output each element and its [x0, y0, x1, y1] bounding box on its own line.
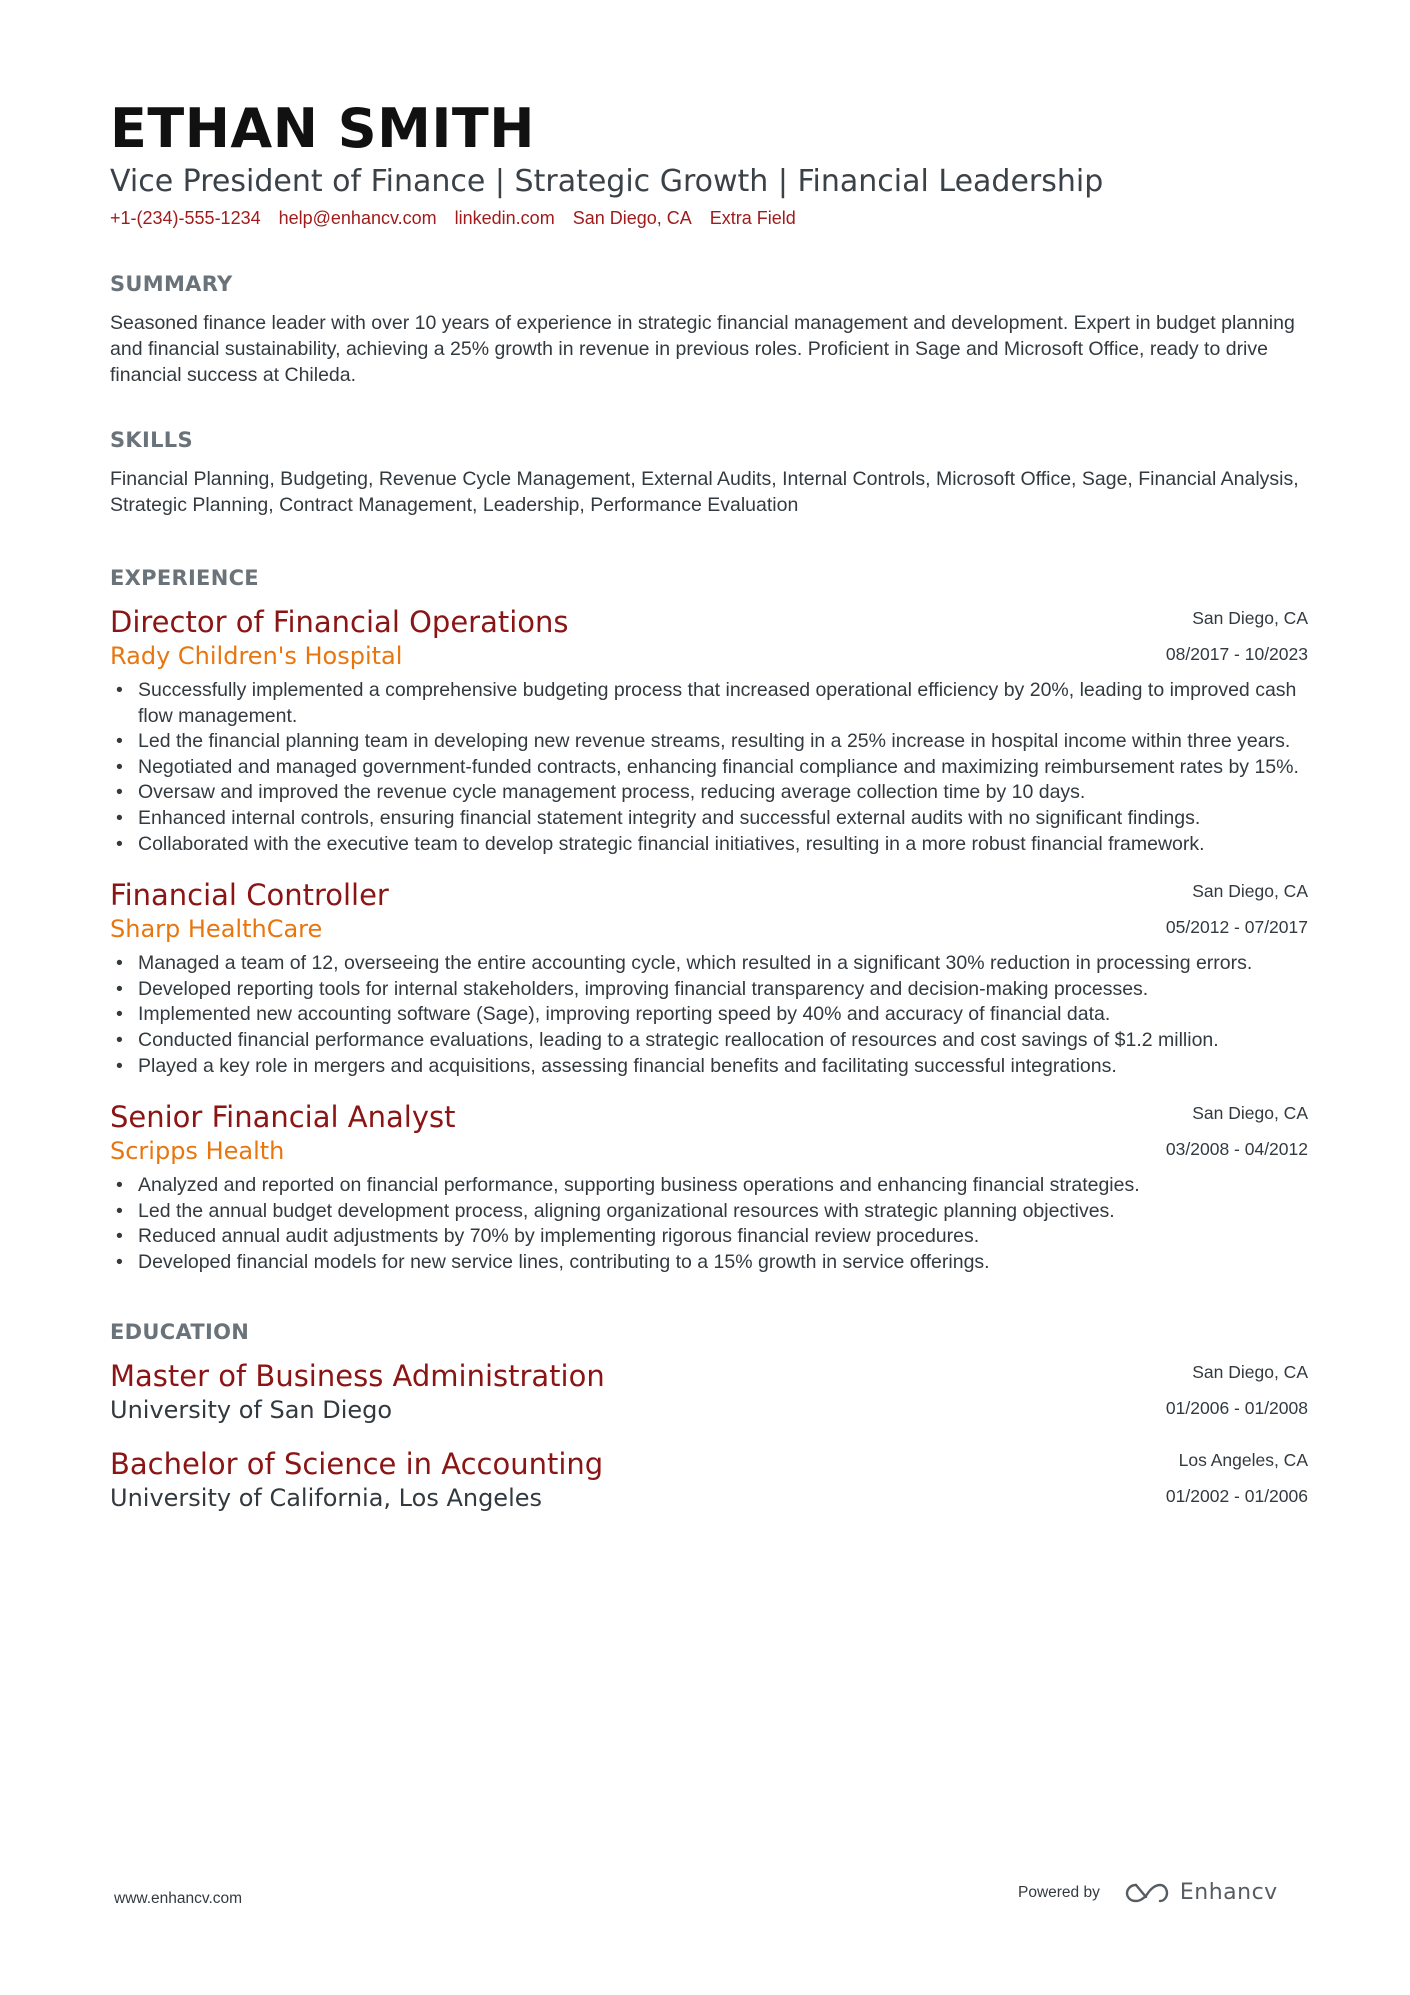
company-name: Rady Children's Hospital: [110, 642, 403, 670]
resume-page: [110, 96, 1308, 1514]
list-item: • Collaborated with the executive team to develop strategic financial initiatives, resulting in a more robust financial framework.: [110, 832, 1308, 858]
degree-title: Bachelor of Science in Accounting: [110, 1446, 604, 1481]
list-item: • Implemented new accounting software (Sage), improving reporting speed by 40% and accuracy of financial data.: [110, 1002, 1308, 1028]
section-title-experience: EXPERIENCE: [110, 566, 259, 590]
skills-text: Financial Planning, Budgeting, Revenue Cycle Management, External Audits, Internal Controls, Microsoft Office, Sage, Financial Analysis, Strategic Planning, Contract Management, Leadership, Performance Evaluation: [110, 468, 1299, 516]
list-item: • Led the financial planning team in developing new revenue streams, resulting in a 25% increase in hospital income within three years.: [110, 729, 1308, 755]
contact-extra: Extra Field: [709, 208, 796, 228]
school-dates: 01/2006 - 01/2008: [1165, 1397, 1308, 1418]
school-name: University of California, Los Angeles: [110, 1483, 543, 1512]
summary-section: [110, 270, 1308, 388]
skills-section: [110, 426, 1308, 518]
job-title: Senior Financial Analyst: [110, 1100, 456, 1135]
header: [110, 96, 1308, 230]
education-section: [110, 1318, 1308, 1514]
contact-phone[interactable]: +1-(234)-555-1234: [110, 208, 261, 228]
job-location: San Diego, CA: [1192, 1103, 1308, 1124]
summary-text: Seasoned finance leader with over 10 years of experience in strategic financial management and development. Expert in budget planning and financial sustainability, achieving a 25% growth in revenue in previous roles. Proficient in Sage and Microsoft Office, ready to drive financial success at Chileda.: [110, 312, 1295, 386]
candidate-name: ETHAN SMITH: [110, 97, 535, 160]
company-name: Sharp HealthCare: [110, 915, 323, 944]
list-item: • Analyzed and reported on financial performance, supporting business operations and enhancing financial strategies.: [110, 1173, 1308, 1199]
list-item: • Negotiated and managed government-funded contracts, enhancing financial compliance and maximizing reimbursement rates by 15%.: [110, 755, 1308, 781]
infinity-logo-icon: [1124, 1881, 1170, 1905]
brand-name: Enhancv: [1179, 1880, 1278, 1905]
school-location: Los Angeles, CA: [1178, 1449, 1308, 1470]
section-title-summary: SUMMARY: [110, 272, 233, 296]
job-bullets: [110, 1173, 1308, 1275]
experience-section: [110, 564, 1308, 1276]
school-location: San Diego, CA: [1192, 1361, 1308, 1382]
footer-website[interactable]: www.enhancv.com: [114, 1890, 243, 1907]
contact-row: [110, 206, 1308, 230]
contact-linkedin[interactable]: linkedin.com: [454, 208, 555, 228]
job-dates: 03/2008 - 04/2012: [1165, 1139, 1308, 1160]
job-location: San Diego, CA: [1192, 881, 1308, 902]
job-location: San Diego, CA: [1192, 608, 1308, 628]
school-dates: 01/2002 - 01/2006: [1165, 1485, 1308, 1506]
section-title-education: EDUCATION: [110, 1319, 250, 1344]
job-dates: 08/2017 - 10/2023: [1165, 644, 1308, 664]
footer-branding: [1018, 1880, 1278, 1905]
education-entry: [110, 1358, 1308, 1426]
list-item: • Enhanced internal controls, ensuring financial statement integrity and successful external audits with no significant findings.: [110, 806, 1308, 832]
powered-by-label: Powered by: [1018, 1883, 1100, 1901]
list-item: • Conducted financial performance evaluations, leading to a strategic reallocation of resources and cost savings of $1.2 million.: [110, 1028, 1308, 1054]
experience-entry: [110, 604, 1308, 857]
job-bullets: [110, 951, 1308, 1079]
list-item: • Managed a team of 12, overseeing the entire accounting cycle, which resulted in a significant 30% reduction in processing errors.: [110, 951, 1308, 977]
section-title-skills: SKILLS: [110, 428, 193, 452]
list-item: • Played a key role in mergers and acquisitions, assessing financial benefits and facilitating successful integrations.: [110, 1054, 1308, 1080]
list-item: • Oversaw and improved the revenue cycle management process, reducing average collection time by 10 days.: [110, 780, 1308, 806]
list-item: • Developed financial models for new service lines, contributing to a 15% growth in service offerings.: [110, 1250, 1308, 1276]
job-dates: 05/2012 - 07/2017: [1165, 917, 1308, 938]
headline: Vice President of Finance | Strategic Growth | Financial Leadership: [110, 164, 1104, 199]
education-entry: [110, 1446, 1308, 1514]
experience-entry: [110, 877, 1308, 1079]
list-item: • Developed reporting tools for internal stakeholders, improving financial transparency and decision-making processes.: [110, 977, 1308, 1003]
company-name: Scripps Health: [110, 1137, 285, 1166]
list-item: • Led the annual budget development process, aligning organizational resources with strategic planning objectives.: [110, 1199, 1308, 1225]
job-title: Financial Controller: [110, 878, 389, 913]
list-item: • Reduced annual audit adjustments by 70% by implementing rigorous financial review procedures.: [110, 1224, 1308, 1250]
job-title: Director of Financial Operations: [110, 605, 569, 639]
job-bullets: [110, 678, 1308, 857]
brand-link[interactable]: [1124, 1880, 1278, 1905]
experience-entry: [110, 1099, 1308, 1275]
list-item: • Successfully implemented a comprehensive budgeting process that increased operational efficiency by 20%, leading to improved cash flow management.: [110, 678, 1308, 729]
degree-title: Master of Business Administration: [110, 1358, 605, 1393]
contact-location: San Diego, CA: [572, 208, 692, 228]
school-name: University of San Diego: [110, 1395, 393, 1424]
contact-email[interactable]: help@enhancv.com: [278, 208, 437, 228]
